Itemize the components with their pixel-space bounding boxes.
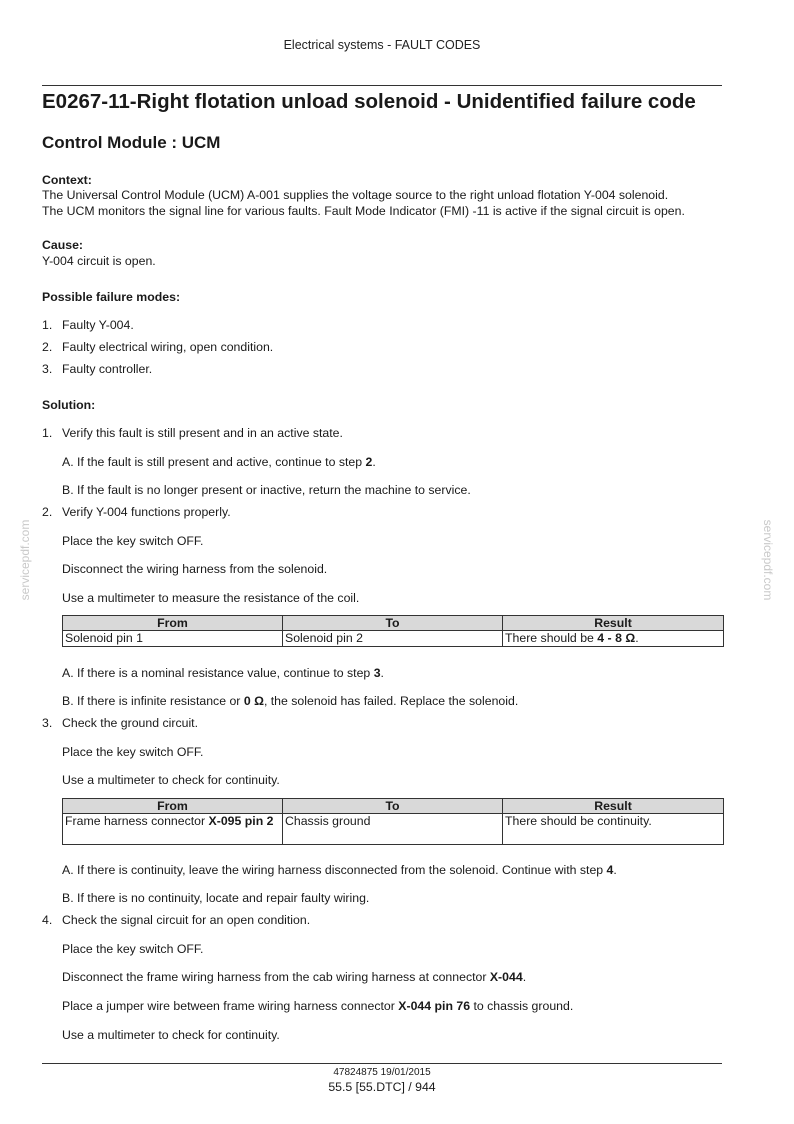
- step-3-instruction-1: Place the key switch OFF.: [62, 745, 204, 759]
- failure-mode-item: Faulty Y-004.: [62, 318, 134, 332]
- step-4-instruction-2: Disconnect the frame wiring harness from the cab wiring harness at connector X-044.: [62, 970, 527, 984]
- step-4-instruction-1: Place the key switch OFF.: [62, 942, 204, 956]
- step-2-text: Verify Y-004 functions properly.: [62, 505, 231, 519]
- failure-mode-number: 1.: [42, 318, 53, 332]
- table-row: [63, 814, 724, 845]
- table-cell-to: Solenoid pin 2: [283, 631, 503, 647]
- failure-modes-heading: Possible failure modes:: [42, 290, 181, 304]
- step-4-text: Check the signal circuit for an open condition.: [62, 913, 311, 927]
- footer-document-code: 47824875 19/01/2015: [333, 1067, 431, 1078]
- step-2-option-b: B. If there is infinite resistance or 0 Ω, the solenoid has failed. Replace the solenoid.: [62, 694, 519, 708]
- step-number: 1.: [42, 426, 53, 440]
- table-header-to: To: [283, 616, 503, 631]
- step-3-text: Check the ground circuit.: [62, 716, 199, 730]
- step-1-option-b: B. If the fault is no longer present or inactive, return the machine to service.: [62, 483, 471, 497]
- context-line-1: The Universal Control Module (UCM) A-001 supplies the voltage source to the right unload flotation Y-004 solenoid.: [42, 188, 669, 202]
- step-4-instruction-3: Place a jumper wire between frame wiring harness connector X-044 pin 76 to chassis ground.: [62, 999, 574, 1013]
- running-header: Electrical systems - FAULT CODES: [283, 38, 481, 52]
- failure-mode-item: Faulty controller.: [62, 362, 153, 376]
- table-cell-from: Frame harness connector X-095 pin 2: [63, 814, 283, 845]
- header-rule: [42, 85, 722, 86]
- solution-heading: Solution:: [42, 398, 96, 412]
- failure-mode-number: 3.: [42, 362, 53, 376]
- table-header-result: Result: [503, 616, 724, 631]
- table-cell-to: Chassis ground: [283, 814, 503, 845]
- step-2-instruction-3: Use a multimeter to measure the resistance of the coil.: [62, 591, 360, 605]
- step-2-option-a: A. If there is a nominal resistance value, continue to step 3.: [62, 666, 384, 680]
- failure-mode-number: 2.: [42, 340, 53, 354]
- step-2-instruction-2: Disconnect the wiring harness from the solenoid.: [62, 562, 328, 576]
- page-title: E0267-11-Right flotation unload solenoid - Unidentified failure code: [42, 90, 696, 113]
- step-4-instruction-4: Use a multimeter to check for continuity.: [62, 1028, 280, 1042]
- step-1-text: Verify this fault is still present and in an active state.: [62, 426, 343, 440]
- table-header-to: To: [283, 799, 503, 814]
- step-number: 4.: [42, 913, 53, 927]
- continuity-test-table: [62, 798, 724, 845]
- table-header-from: From: [63, 799, 283, 814]
- table-header-result: Result: [503, 799, 724, 814]
- watermark-left: servicepdf.com: [18, 519, 32, 601]
- failure-mode-item: Faulty electrical wiring, open condition.: [62, 340, 274, 354]
- table-cell-result: There should be 4 - 8 Ω.: [503, 631, 724, 647]
- step-number: 3.: [42, 716, 53, 730]
- step-3-instruction-2: Use a multimeter to check for continuity.: [62, 773, 280, 787]
- table-cell-from: Solenoid pin 1: [63, 631, 283, 647]
- footer-page-number: 55.5 [55.DTC] / 944: [328, 1080, 436, 1094]
- step-3-option-b: B. If there is no continuity, locate and repair faulty wiring.: [62, 891, 370, 905]
- table-row: [63, 631, 724, 647]
- table-cell-result: There should be continuity.: [503, 814, 724, 845]
- footer-rule: [42, 1063, 722, 1064]
- table-header-from: From: [63, 616, 283, 631]
- step-1-option-a: A. If the fault is still present and active, continue to step 2.: [62, 455, 376, 469]
- control-module-heading: Control Module : UCM: [42, 133, 221, 152]
- watermark-right: servicepdf.com: [761, 519, 775, 601]
- step-3-option-a: A. If there is continuity, leave the wiring harness disconnected from the solenoid. Continue with step 4.: [62, 863, 617, 877]
- cause-text: Y-004 circuit is open.: [42, 254, 156, 268]
- context-heading: Context:: [42, 173, 92, 187]
- step-2-instruction-1: Place the key switch OFF.: [62, 534, 204, 548]
- context-line-2: The UCM monitors the signal line for various faults. Fault Mode Indicator (FMI) -11 is active if the signal circuit is open.: [42, 204, 685, 218]
- resistance-test-table: [62, 615, 724, 647]
- step-number: 2.: [42, 505, 53, 519]
- cause-heading: Cause:: [42, 238, 84, 252]
